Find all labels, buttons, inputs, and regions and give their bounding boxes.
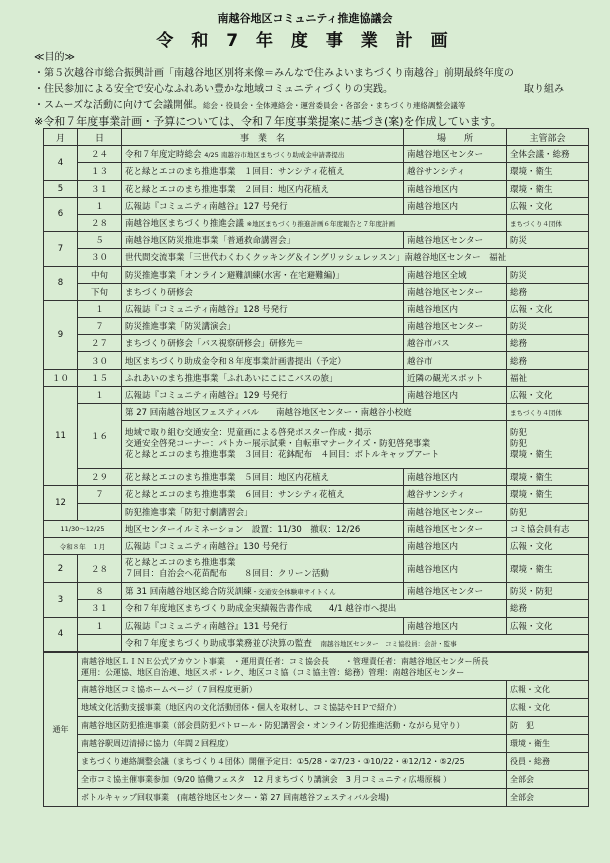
table-row: 3 ８ 第 31 回南越谷地区総合防災訓練・交通安全体験車サイトくん 南越谷地区センター 防災・防犯 (44, 583, 589, 600)
header-dept: 主管部会 (507, 129, 589, 146)
intro (34, 50, 594, 130)
table-header-row (44, 129, 589, 146)
table-row: ２９ 花と緑とエコのまち推進事業 ５回目：地区内花植え 南越谷地区内 環境・衛生 (44, 469, 589, 486)
table-row: ７ 防災推進事業「防災講演会」 南越谷地区センター 防災 (44, 318, 589, 335)
table-row: まちづくり連絡調整会議（まちづくり４団体）開催予定日：①5/28・②7/23・③10/22・④12/12・⑤2/25 役員・総務 (44, 753, 589, 771)
table-row: 11/30～12/25 地区センターイルミネーション 設置：11/30 撤収：12/26 南越谷地区センター コミ協会員有志 (44, 520, 589, 537)
header-place: 場 所 (404, 129, 507, 146)
table-row: 南越谷地区防犯推進事業（部会員防犯パトロール・防犯講習会・オンライン防犯推進活動・ながら見守り） 防 犯 (44, 717, 589, 735)
table-row: １６ 第 27 回南越谷地区フェスティバル 南越谷地区センター・南越谷小校庭 まちづくり４団体 (44, 404, 589, 421)
table-row: ２８ 南越谷地区まちづくり推進会議 ※地区まちづくり推進計画６年度報告と７年度計画 まちづくり４団体 (44, 214, 589, 231)
table-row: ２７ まちづくり研修会「バス視察研修会」研修先＝ 越谷市バス 総務 (44, 335, 589, 352)
header-day: 日 (78, 129, 122, 146)
table-row: ３０ 世代間交流事業「三世代わくわくクッキング＆イングリッシュレッスン」南越谷地区センター 福祉 (44, 249, 589, 266)
table-row: １３ 花と緑とエコのまち推進事業 １回目：サンシティ花植え 越谷サンシティ 環境・衛生 (44, 163, 589, 180)
purpose-line-2: ・住民参加による安全で安心なふれあい豊かな地域コミュニティづくりの実践。 取り組み (34, 84, 564, 95)
table-row: 下旬 まちづくり研修会 南越谷地区センター 総務 (44, 283, 589, 300)
table-row: 全市コミ協主催事業参加（9/20 協働フェスタ 12 月まちづくり講演会 3 月コミュニティ広場原稿 ） 全部会 (44, 771, 589, 789)
purpose-label: ≪目的≫ (34, 52, 75, 63)
table-row: 11 １ 広報誌『コミュニティ南越谷』129 号発行 南越谷地区内 広報・文化 (44, 386, 589, 403)
page-title: 令 和 7 年 度 事 業 計 画 (156, 31, 454, 51)
table-row: 令和７年度まちづくり助成事業務並び決算の監査 南越谷地区センター コミ協役員：会計・監事 (44, 634, 589, 651)
org-name: 南越谷地区コミュニティ推進協議会 (217, 12, 393, 25)
yearly-label: 通年 (44, 653, 78, 807)
schedule-table (43, 128, 589, 652)
table-row: 地域文化活動支援事業（地区内の文化活動団体・個人を取材し、コミ協誌やＨＰで紹介） 広報・文化 (44, 699, 589, 717)
table-row: 9 １ 広報誌『コミュニティ南越谷』128 号発行 南越谷地区内 広報・文化 (44, 300, 589, 317)
header-month: 月 (44, 129, 78, 146)
note-line: ※令和７年度事業計画・予算については、令和７年度事業提案に基づき(案)を作成しています。 (34, 115, 502, 128)
table-row: 8 中旬 防災推進事業「オンライン避難訓練(水害・在宅避難編)」 南越谷地区全域 防災 (44, 266, 589, 283)
table-row: ３１ 令和７年度地区まちづくり助成金実績報告書作成 4/1 越谷市へ提出 総務 (44, 600, 589, 617)
table-row: 南越谷地区コミ協ホームページ（７回程度更新） 広報・文化 (44, 681, 589, 699)
purpose-line-3: ・スムーズな活動に向けて会議開催。総会・役員会・全体連絡会・運営委員会・各部会・まちづくり連絡調整会議等 (34, 100, 466, 111)
table-row: 5 ３１ 花と緑とエコのまち推進事業 ２回目：地区内花植え 南越谷地区内 環境・衛生 (44, 180, 589, 197)
table-row: 6 １ 広報誌『コミュニティ南越谷』127 号発行 南越谷地区内 広報・文化 (44, 197, 589, 214)
header-event: 事 業 名 (122, 129, 404, 146)
table-row: １０ １５ ふれあいのまち推進事業「ふれあいにこにこバスの旅」 近隣の観光スポット 福祉 (44, 369, 589, 386)
table-row: 通年 南越谷地区ＬＩＮＥ公式アカウント事業 ・運用責任者：コミ協会長 ・管理責任者：南越谷地区センター所長 運用：公運協、地区自治連、地区スポ・レク、地区コミ協（コミ協主管：総務）管理：南越谷地区センター (44, 653, 589, 681)
table-row: ボトルキャップ回収事業 (南越谷地区センター・第 27 回南越谷フェスティバル会場) 全部会 (44, 789, 589, 807)
table-row: 防犯推進事業「防犯寸劇講習会」 南越谷地区センター 防犯 (44, 503, 589, 520)
table-row: ３０ 地区まちづくり助成金令和８年度事業計画書提出（予定） 越谷市 総務 (44, 352, 589, 369)
table-row: 7 ５ 南越谷地区防災推進事業「普通救命講習会」 南越谷地区センター 防災 (44, 232, 589, 249)
table-row: 4 ２４ 令和７年度定時総会 4/25 南越谷市地区まちづくり助成金申請書提出 南越谷地区センター 全体会議・総務 (44, 146, 589, 163)
yearly-table (43, 652, 589, 807)
table-row: 2 ２８ 花と緑とエコのまち推進事業 ７回目：自治会へ花苗配布 ８回目：クリーン活動 南越谷地区内 環境・衛生 (44, 555, 589, 583)
table-row: 4 １ 広報誌『コミュニティ南越谷』131 号発行 南越谷地区内 広報・文化 (44, 617, 589, 634)
table-row: 12 ７ 花と緑とエコのまち推進事業 ６回目：サンシティ花植え 越谷サンシティ 環境・衛生 (44, 486, 589, 503)
table-row: 令和８年 １月 広報誌『コミュニティ南越谷』130 号発行 南越谷地区内 広報・文化 (44, 537, 589, 554)
table-row: 南越谷駅周辺清掃に協力（年間２回程度） 環境・衛生 (44, 735, 589, 753)
purpose-line-1: ・第５次越谷市総合振興計画「南越谷地区別将来像＝みんなで住みよいまちづくり南越谷」前期最終年度の (34, 68, 514, 79)
table-row: 地域で取り組む交通安全：児童画による啓発ポスター作成・掲示 交通安全啓発コーナー：パトカー展示試乗・自転車マナークイズ・防犯啓発事業 花と緑とエコのまち推進事業 ３回目：花鉢配布 ４回目：ボトルキャップアート 防犯 防犯 環境・衛生 (44, 421, 589, 469)
